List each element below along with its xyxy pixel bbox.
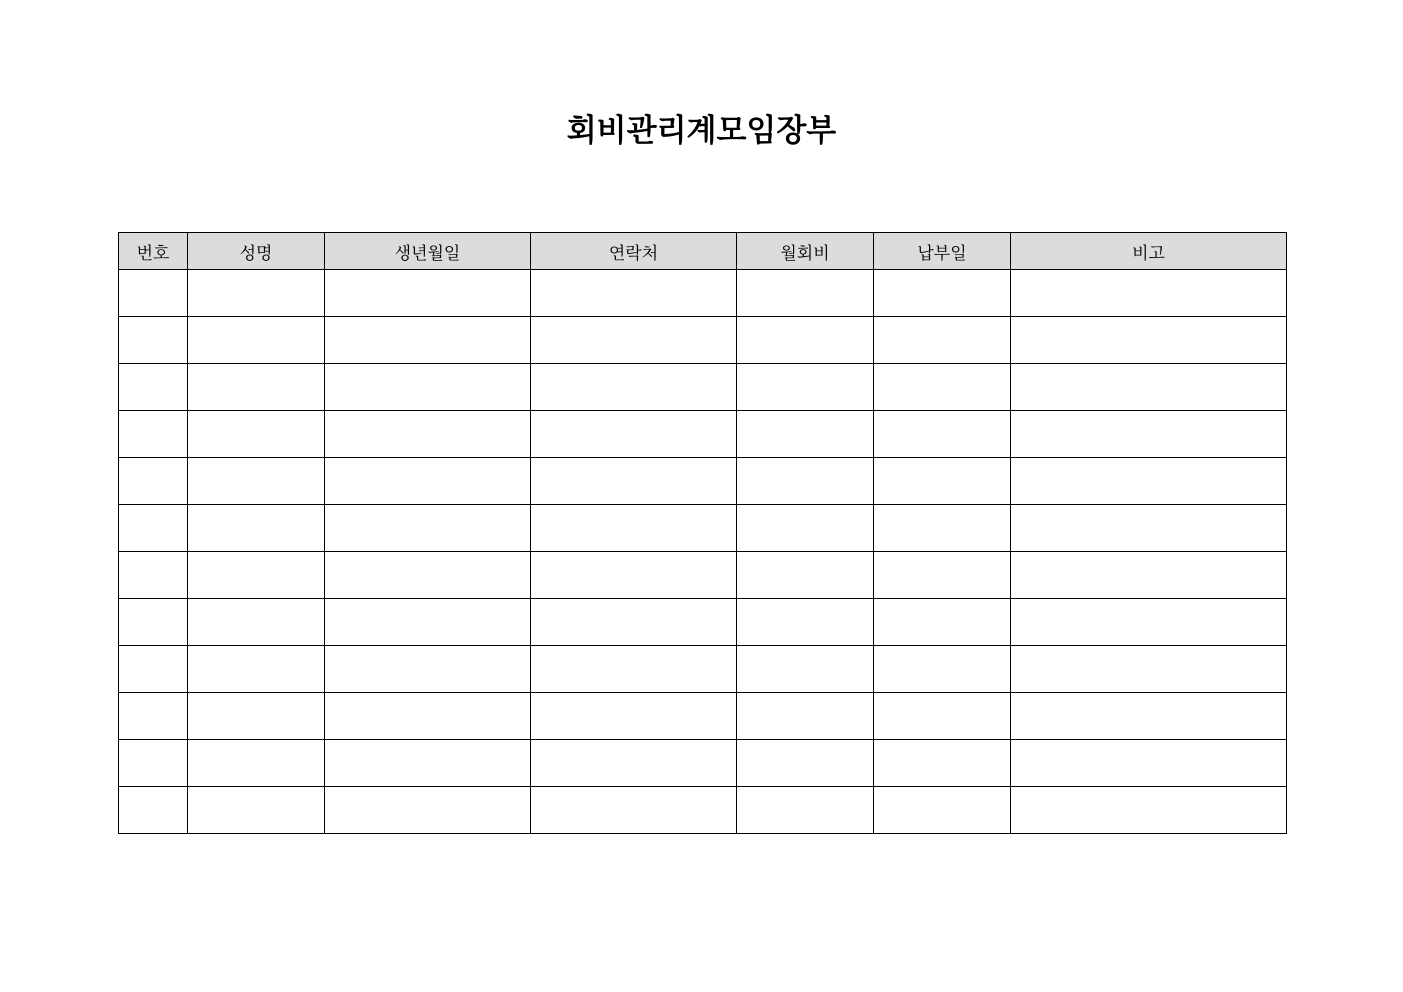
table-row [119, 411, 1287, 458]
cell-remarks[interactable] [1011, 646, 1287, 693]
cell-payment-date[interactable] [874, 505, 1011, 552]
cell-name[interactable] [188, 552, 325, 599]
cell-remarks[interactable] [1011, 411, 1287, 458]
cell-payment-date[interactable] [874, 411, 1011, 458]
cell-number[interactable] [119, 787, 188, 834]
cell-contact[interactable] [531, 740, 737, 787]
cell-remarks[interactable] [1011, 505, 1287, 552]
cell-contact[interactable] [531, 693, 737, 740]
cell-birthdate[interactable] [325, 646, 531, 693]
cell-monthly-fee[interactable] [737, 317, 874, 364]
cell-remarks[interactable] [1011, 599, 1287, 646]
column-header-remarks: 비고 [1011, 233, 1287, 270]
cell-contact[interactable] [531, 646, 737, 693]
cell-number[interactable] [119, 646, 188, 693]
cell-contact[interactable] [531, 364, 737, 411]
cell-payment-date[interactable] [874, 458, 1011, 505]
cell-remarks[interactable] [1011, 270, 1287, 317]
cell-number[interactable] [119, 364, 188, 411]
cell-number[interactable] [119, 740, 188, 787]
cell-contact[interactable] [531, 505, 737, 552]
cell-name[interactable] [188, 364, 325, 411]
column-header-name: 성명 [188, 233, 325, 270]
cell-birthdate[interactable] [325, 599, 531, 646]
cell-contact[interactable] [531, 552, 737, 599]
cell-number[interactable] [119, 270, 188, 317]
cell-birthdate[interactable] [325, 411, 531, 458]
cell-number[interactable] [119, 505, 188, 552]
cell-name[interactable] [188, 599, 325, 646]
cell-payment-date[interactable] [874, 740, 1011, 787]
ledger-body [119, 270, 1287, 834]
cell-birthdate[interactable] [325, 270, 531, 317]
cell-monthly-fee[interactable] [737, 505, 874, 552]
table-row [119, 787, 1287, 834]
cell-name[interactable] [188, 270, 325, 317]
cell-monthly-fee[interactable] [737, 364, 874, 411]
cell-monthly-fee[interactable] [737, 646, 874, 693]
cell-payment-date[interactable] [874, 552, 1011, 599]
cell-remarks[interactable] [1011, 317, 1287, 364]
cell-number[interactable] [119, 458, 188, 505]
cell-birthdate[interactable] [325, 505, 531, 552]
cell-remarks[interactable] [1011, 552, 1287, 599]
table-row [119, 599, 1287, 646]
table-row [119, 505, 1287, 552]
cell-birthdate[interactable] [325, 740, 531, 787]
table-row [119, 740, 1287, 787]
cell-payment-date[interactable] [874, 270, 1011, 317]
cell-payment-date[interactable] [874, 693, 1011, 740]
column-header-contact: 연락처 [531, 233, 737, 270]
cell-monthly-fee[interactable] [737, 693, 874, 740]
cell-number[interactable] [119, 411, 188, 458]
cell-monthly-fee[interactable] [737, 740, 874, 787]
cell-payment-date[interactable] [874, 364, 1011, 411]
cell-birthdate[interactable] [325, 364, 531, 411]
column-header-payment-date: 납부일 [874, 233, 1011, 270]
cell-monthly-fee[interactable] [737, 270, 874, 317]
table-row [119, 693, 1287, 740]
ledger-header [119, 233, 1287, 270]
cell-name[interactable] [188, 693, 325, 740]
cell-contact[interactable] [531, 317, 737, 364]
cell-monthly-fee[interactable] [737, 458, 874, 505]
cell-name[interactable] [188, 458, 325, 505]
table-row [119, 552, 1287, 599]
cell-payment-date[interactable] [874, 599, 1011, 646]
header-row [119, 233, 1287, 270]
cell-number[interactable] [119, 693, 188, 740]
cell-contact[interactable] [531, 411, 737, 458]
cell-remarks[interactable] [1011, 740, 1287, 787]
cell-name[interactable] [188, 317, 325, 364]
cell-contact[interactable] [531, 599, 737, 646]
table-row [119, 364, 1287, 411]
cell-number[interactable] [119, 317, 188, 364]
cell-monthly-fee[interactable] [737, 787, 874, 834]
cell-name[interactable] [188, 787, 325, 834]
table-row [119, 317, 1287, 364]
cell-birthdate[interactable] [325, 787, 531, 834]
cell-contact[interactable] [531, 787, 737, 834]
cell-remarks[interactable] [1011, 458, 1287, 505]
cell-number[interactable] [119, 599, 188, 646]
cell-monthly-fee[interactable] [737, 599, 874, 646]
column-header-number: 번호 [119, 233, 188, 270]
cell-birthdate[interactable] [325, 552, 531, 599]
column-header-birthdate: 생년월일 [325, 233, 531, 270]
cell-payment-date[interactable] [874, 317, 1011, 364]
table-row [119, 270, 1287, 317]
cell-monthly-fee[interactable] [737, 411, 874, 458]
cell-contact[interactable] [531, 270, 737, 317]
column-header-monthly-fee: 월회비 [737, 233, 874, 270]
cell-name[interactable] [188, 740, 325, 787]
cell-remarks[interactable] [1011, 364, 1287, 411]
cell-monthly-fee[interactable] [737, 552, 874, 599]
cell-payment-date[interactable] [874, 787, 1011, 834]
cell-name[interactable] [188, 411, 325, 458]
cell-remarks[interactable] [1011, 693, 1287, 740]
ledger-table [118, 232, 1287, 834]
cell-birthdate[interactable] [325, 317, 531, 364]
cell-number[interactable] [119, 552, 188, 599]
cell-payment-date[interactable] [874, 646, 1011, 693]
cell-birthdate[interactable] [325, 458, 531, 505]
cell-remarks[interactable] [1011, 787, 1287, 834]
cell-name[interactable] [188, 646, 325, 693]
page-title: 회비관리계모임장부 [566, 113, 837, 149]
cell-name[interactable] [188, 505, 325, 552]
table-row [119, 458, 1287, 505]
cell-contact[interactable] [531, 458, 737, 505]
table-row [119, 646, 1287, 693]
cell-birthdate[interactable] [325, 693, 531, 740]
